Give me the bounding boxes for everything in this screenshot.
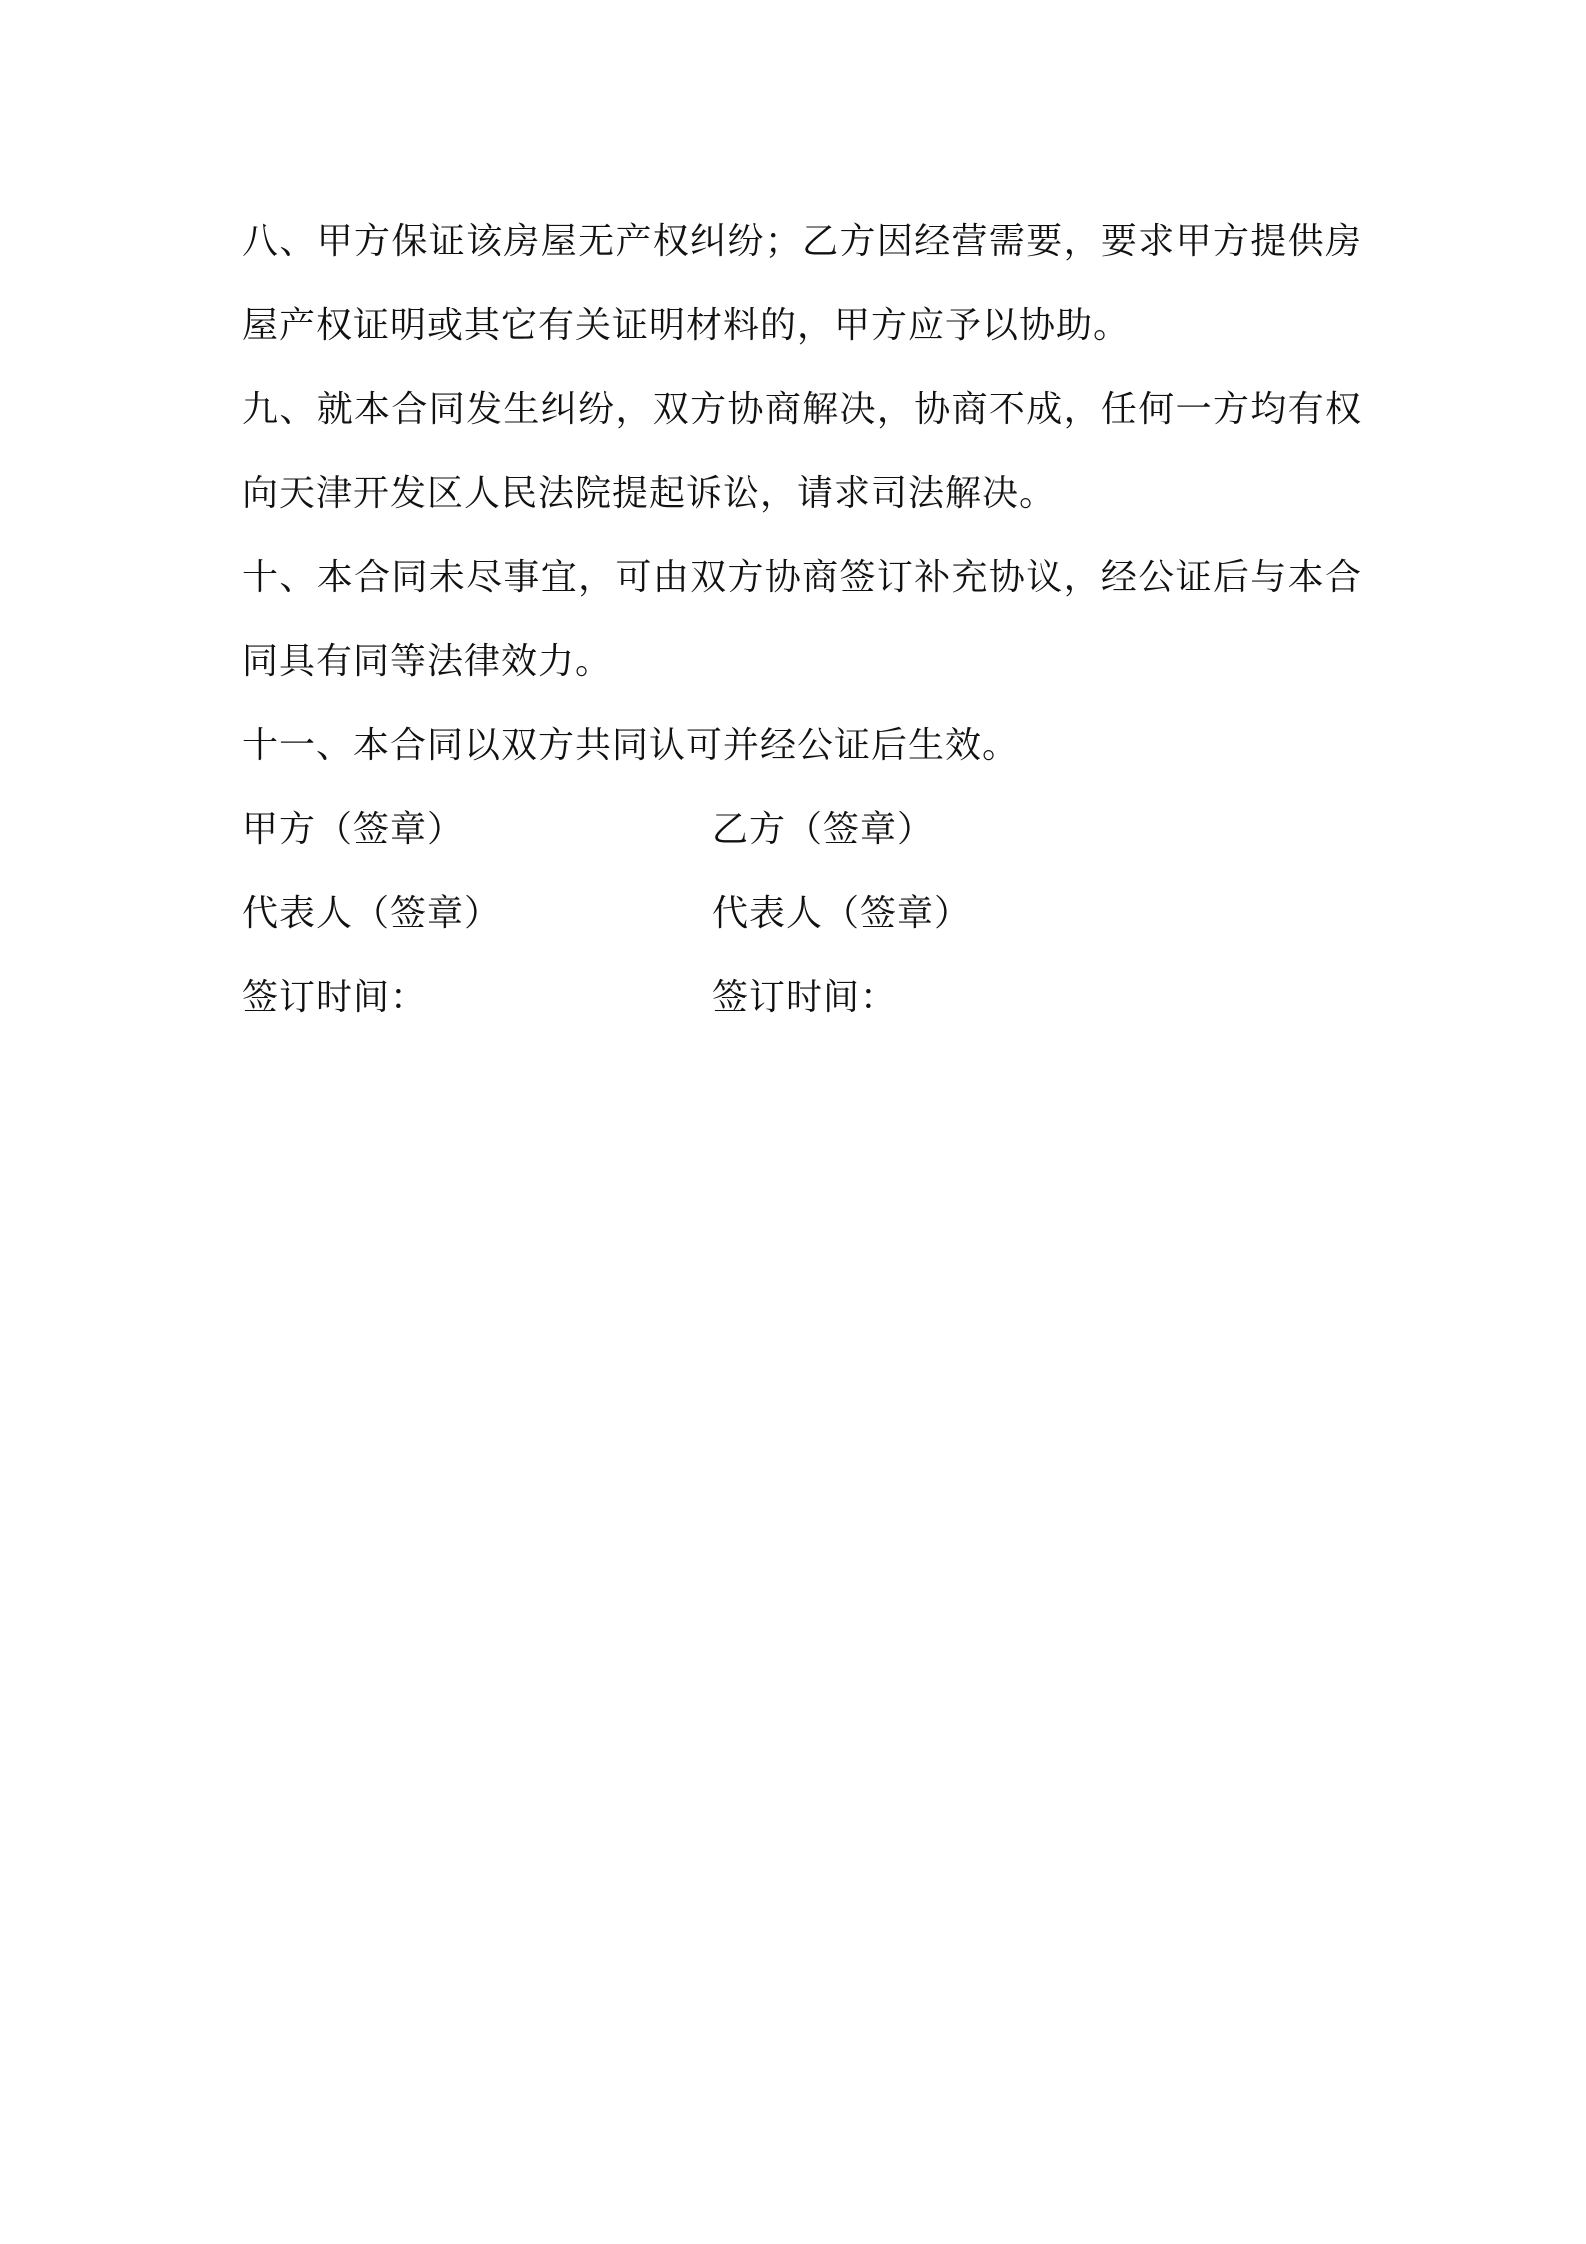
- clause-9: 九、就本合同发生纠纷，双方协商解决，协商不成，任何一方均有权向天津开发区人民法院提起诉讼，请求司法解决。: [242, 389, 1362, 514]
- signature-row-date: [242, 956, 1362, 1040]
- clause-11: 十一、本合同以双方共同认可并经公证后生效。: [242, 725, 1020, 766]
- clause-8: 八、甲方保证该房屋无产权纠纷；乙方因经营需要，要求甲方提供房屋产权证明或其它有关证明材料的，甲方应予以协助。: [242, 221, 1362, 346]
- signature-row-representative: [242, 872, 1362, 956]
- party-a-date-label: 签订时间：: [242, 977, 428, 1018]
- signature-row-seal: [242, 788, 1362, 872]
- party-b-seal-label: 乙方（签章）: [712, 809, 935, 850]
- party-a-representative-label: 代表人（签章）: [242, 893, 502, 934]
- contract-body: [242, 200, 1362, 1040]
- party-a-seal-label: 甲方（签章）: [242, 809, 465, 850]
- signature-block: [242, 788, 1362, 1040]
- party-b-representative-label: 代表人（签章）: [712, 893, 972, 934]
- party-b-date-label: 签订时间：: [712, 977, 898, 1018]
- clause-10: 十、本合同未尽事宜，可由双方协商签订补充协议，经公证后与本合同具有同等法律效力。: [242, 557, 1362, 682]
